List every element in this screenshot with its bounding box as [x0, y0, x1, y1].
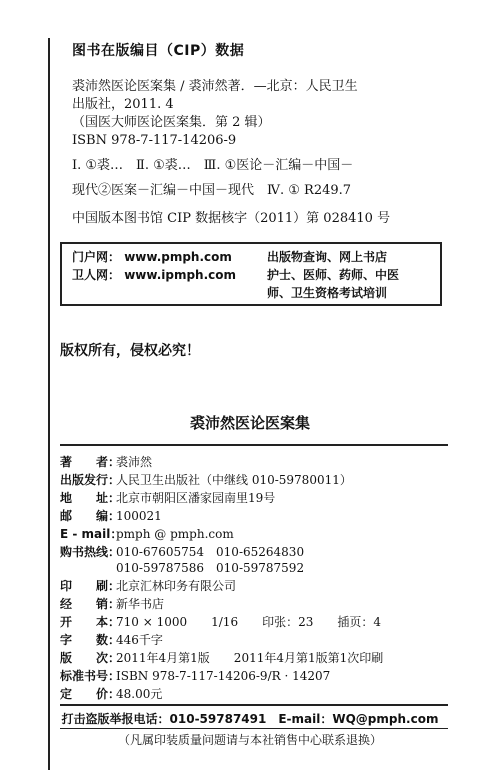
cip-line: 裘沛然医论医案集 / 裘沛然著．—北京：人民卫生: [72, 79, 358, 94]
info-row: 经 销：新华书店: [60, 597, 165, 611]
quality-notice: （凡属印装质量问题请与本社销售中心联系退换）: [117, 733, 382, 747]
info-row: 印 刷：北京汇林印务有限公司: [60, 579, 237, 593]
cip-line: ISBN 978-7-117-14206-9: [72, 133, 237, 148]
info-row: 出版发行：人民卫生出版社（中继线 010-59780011）: [60, 473, 352, 487]
cip-line: 出版社，2011. 4: [72, 97, 174, 112]
cip-line: 中国版本图书馆 CIP 数据核字（2011）第 028410 号: [72, 211, 391, 226]
info-row: 开 本：710 × 1000 1/16 印张：23 插页：4: [60, 615, 381, 629]
info-row: 字 数：446千字: [60, 633, 163, 647]
info-row: 标准书号：ISBN 978-7-117-14206-9/R · 14207: [60, 669, 331, 683]
cip-line: （国医大师医论医案集．第 2 辑）: [72, 115, 271, 130]
portal-link[interactable]: www.pmph.com: [124, 250, 232, 264]
left-margin-rule: [48, 38, 50, 770]
info-row: E - mail：pmph @ pmph.com: [60, 527, 234, 541]
portal-desc: 出版物查询、网上书店: [267, 250, 388, 264]
info-row: 定 价：48.00元: [60, 687, 163, 701]
info-row: 010-59787586 010-59787592: [116, 561, 305, 575]
info-row: 邮 编：100021: [60, 509, 162, 523]
cip-line: 现代②医案－汇编－中国－现代 Ⅳ. ① R249.7: [72, 183, 352, 198]
divider: [60, 704, 448, 706]
info-row: 地 址：北京市朝阳区潘家园南里19号: [60, 491, 276, 505]
book-title: 裘沛然医论医案集: [189, 414, 310, 432]
cip-heading: 图书在版编目（CIP）数据: [72, 43, 245, 59]
info-row: 版 次：2011年4月第1版 2011年4月第1版第1次印刷: [60, 651, 384, 665]
health-desc: 师、卫生资格考试培训: [267, 286, 388, 300]
info-row: 购书热线：010-67605754 010-65264830: [60, 545, 305, 559]
health-link[interactable]: www.ipmph.com: [124, 268, 237, 282]
anti-piracy-line: 打击盗版举报电话：010-59787491 E-mail：WQ@pmph.com: [61, 712, 439, 726]
website-box: [60, 242, 442, 306]
divider: [60, 728, 448, 729]
health-desc: 护士、医师、药师、中医: [267, 268, 400, 282]
rights-notice: 版权所有，侵权必究！: [60, 343, 200, 359]
portal-label: 门户网：: [72, 250, 121, 264]
divider: [60, 444, 448, 446]
cip-line: Ⅰ. ①裘… Ⅱ. ①裘… Ⅲ. ①医论－汇编－中国－: [72, 158, 354, 173]
health-label: 卫人网：: [72, 268, 121, 282]
info-row: 著 者：裘沛然: [60, 455, 153, 469]
